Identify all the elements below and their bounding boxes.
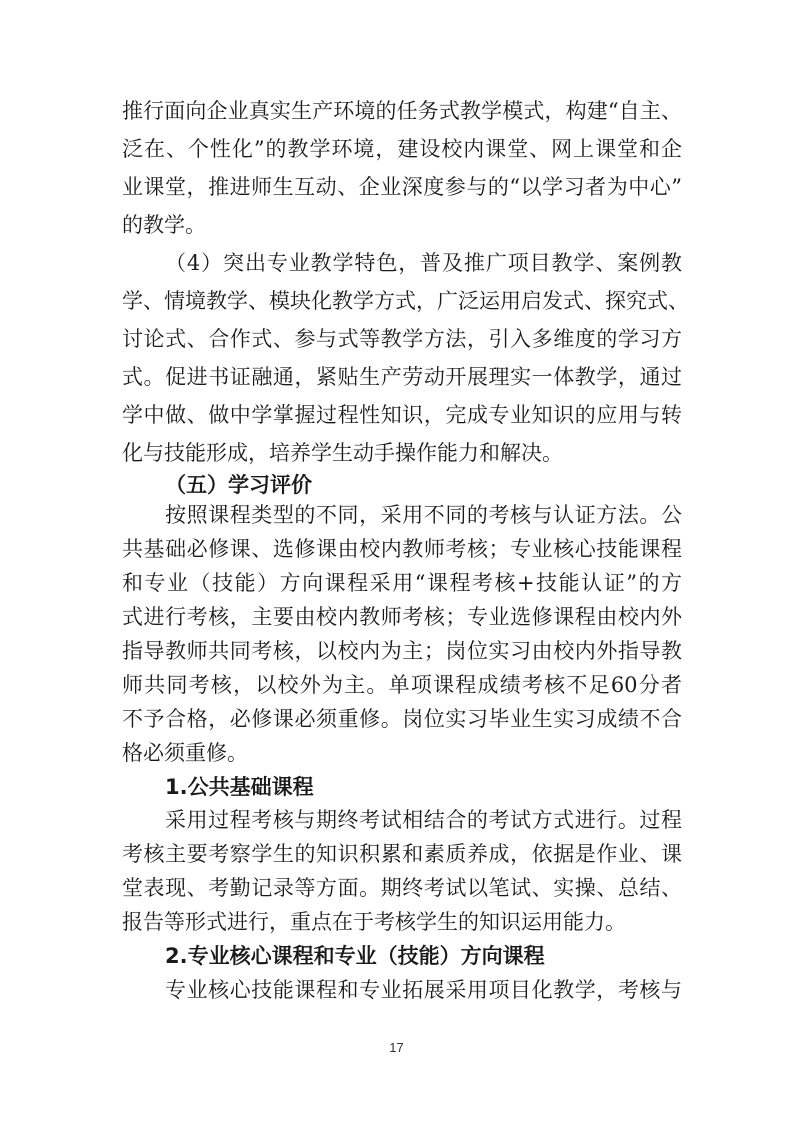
paragraph-line: 推行面向企业真实生产环境的任务式教学模式，构建“自主、 bbox=[122, 99, 682, 123]
paragraph-line: 化与技能形成，培养学生动手操作能力和解决。 bbox=[122, 441, 563, 465]
paragraph-line: （4）突出专业教学特色，普及推广项目教学、案例教 bbox=[165, 251, 682, 275]
paragraph-line: 和专业（技能）方向课程采用“课程考核+技能认证”的方 bbox=[122, 571, 682, 595]
paragraph-line: 考核主要考察学生的知识积累和素质养成，依据是作业、课 bbox=[122, 842, 682, 866]
paragraph-line: 学中做、做中学掌握过程性知识，完成专业知识的应用与转 bbox=[122, 403, 682, 427]
paragraph-line: 业课堂，推进师生互动、企业深度参与的“以学习者为中心” bbox=[122, 175, 682, 199]
subsection-heading: 2.专业核心课程和专业（技能）方向课程 bbox=[165, 944, 545, 968]
subsection-heading: 1.公共基础课程 bbox=[165, 775, 314, 799]
paragraph-line: 泛在、个性化”的教学环境，建设校内课堂、网上课堂和企 bbox=[122, 137, 682, 161]
paragraph-line: 共基础必修课、选修课由校内教师考核；专业核心技能课程 bbox=[122, 537, 682, 561]
section-heading: （五）学习评价 bbox=[165, 473, 312, 497]
paragraph-line: 报告等形式进行，重点在于考核学生的知识运用能力。 bbox=[122, 910, 626, 934]
paragraph-line: 采用过程考核与期终考试相结合的考试方式进行。过程 bbox=[165, 808, 682, 832]
paragraph-line: 讨论式、合作式、参与式等教学方法，引入多维度的学习方 bbox=[122, 327, 682, 351]
paragraph-line: 师共同考核，以校外为主。单项课程成绩考核不足60分者 bbox=[122, 673, 682, 697]
paragraph-line: 堂表现、考勤记录等方面。期终考试以笔试、实操、总结、 bbox=[122, 876, 682, 900]
paragraph-line: 学、情境教学、模块化教学方式，广泛运用启发式、探究式、 bbox=[122, 289, 689, 313]
paragraph-line: 指导教师共同考核，以校内为主；岗位实习由校内外指导教 bbox=[122, 639, 682, 663]
page-number: 17 bbox=[389, 1040, 404, 1055]
paragraph-line: 专业核心技能课程和专业拓展采用项目化教学，考核与 bbox=[165, 978, 682, 1002]
paragraph-line: 式进行考核，主要由校内教师考核；专业选修课程由校内外 bbox=[122, 605, 682, 629]
paragraph-line: 的教学。 bbox=[122, 213, 206, 237]
paragraph-line: 不予合格，必修课必须重修。岗位实习毕业生实习成绩不合 bbox=[122, 707, 682, 731]
paragraph-line: 式。促进书证融通，紧贴生产劳动开展理实一体教学，通过 bbox=[122, 365, 682, 389]
paragraph-line: 格必须重修。 bbox=[122, 741, 248, 765]
paragraph-line: 按照课程类型的不同，采用不同的考核与认证方法。公 bbox=[165, 503, 682, 527]
